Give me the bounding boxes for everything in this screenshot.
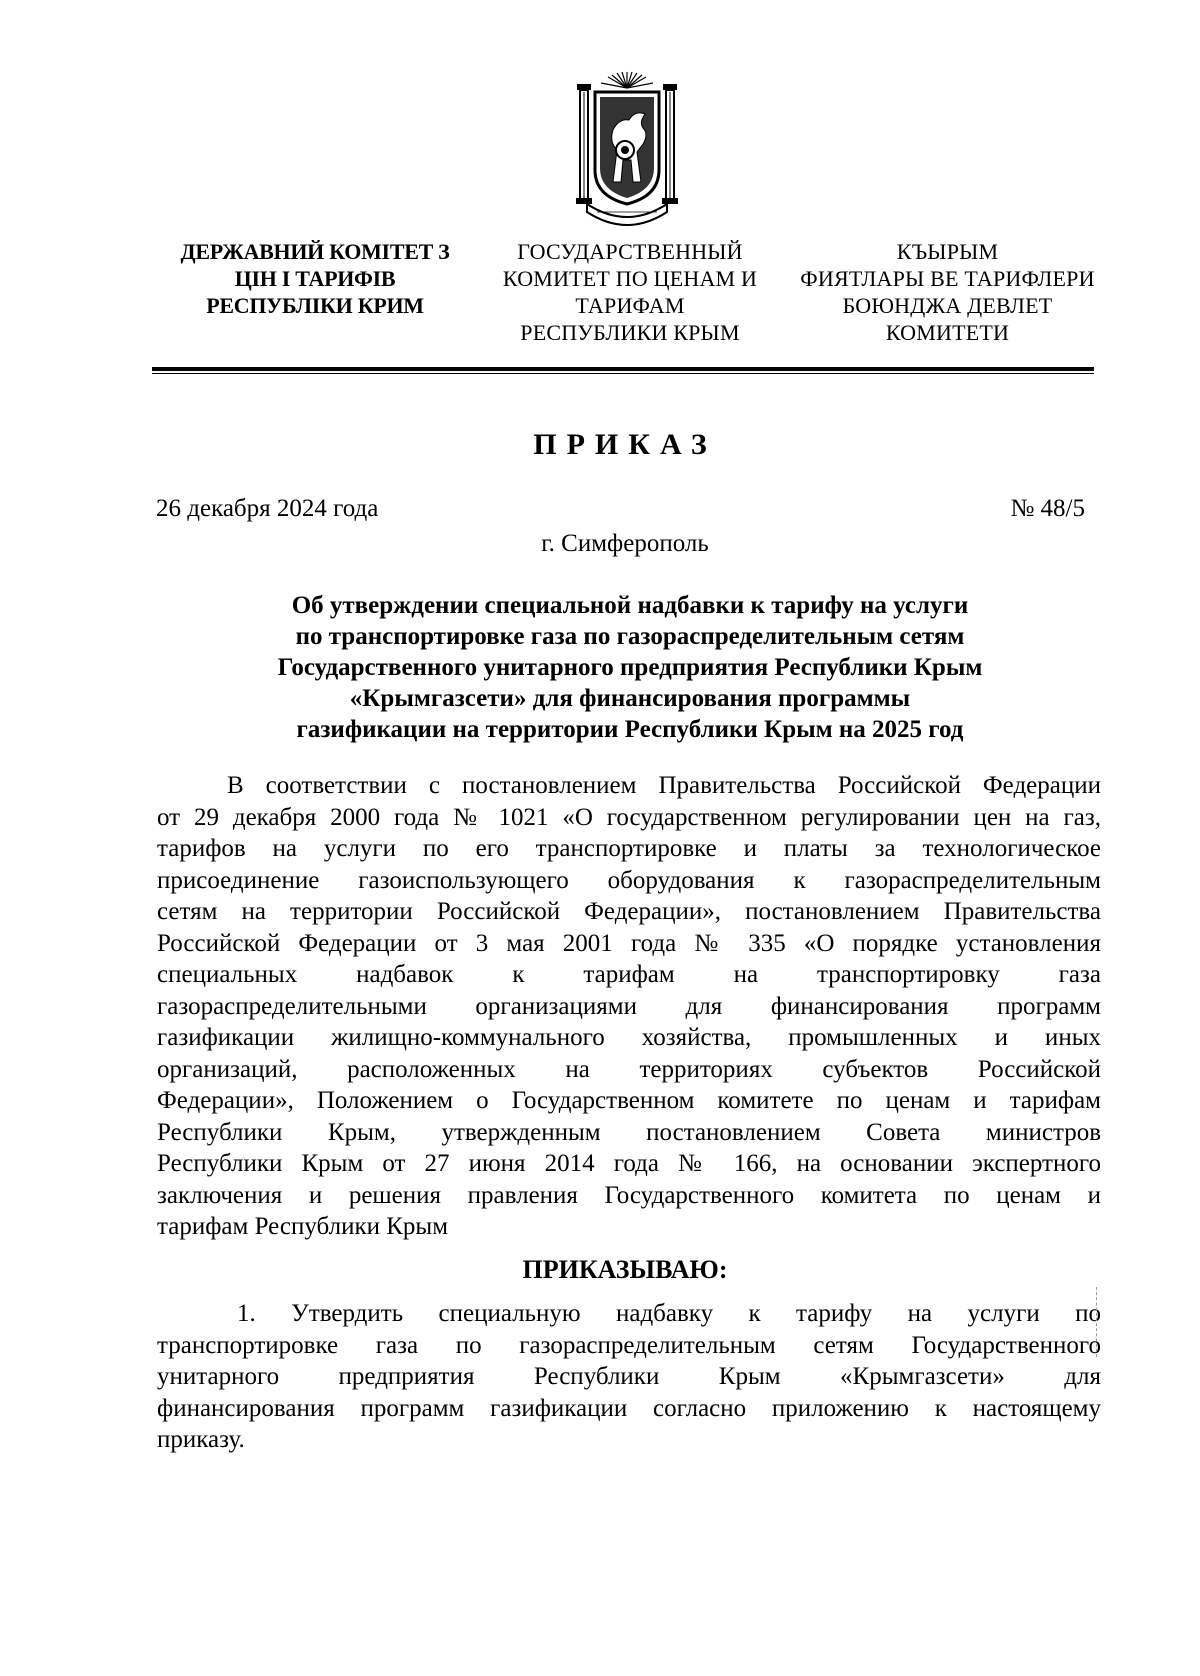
scan-artifact-line — [1096, 1287, 1098, 1357]
header-ukrainian — [170, 238, 460, 319]
preamble-line: Республики Крым, утвержденным постановлением Совета министров — [157, 1118, 1101, 1146]
coat-of-arms-icon — [573, 70, 681, 228]
item-line: транспортировке газа по газораспределительным сетям Государственного — [157, 1331, 1101, 1359]
subject-line: по транспортировке газа по газораспределительным сетям — [295, 623, 965, 650]
header-line: БОЮНДЖА ДЕВЛЕТ — [842, 293, 1053, 318]
header-russian — [485, 238, 775, 346]
preamble-paragraph — [157, 770, 1101, 1243]
document-date: 26 декабря 2024 года — [156, 495, 379, 522]
preamble-line: Республики Крым от 27 июня 2014 года № 166, на основании экспертного — [157, 1150, 1101, 1177]
header-divider — [152, 367, 1094, 371]
header-line: РЕСПУБЛІКИ КРИМ — [206, 293, 424, 318]
header-line: КЪЫРЫМ — [896, 239, 999, 264]
preamble-line: В соответствии с постановлением Правительства Российской Федерации — [227, 772, 1101, 799]
document-city: г. Симферополь — [541, 530, 709, 557]
preamble-line: присоединение газоиспользующего оборудования к газораспределительным — [157, 866, 1101, 894]
item-line: унитарного предприятия Республики Крым «Крымгазсети» для — [157, 1363, 1101, 1390]
header-line: РЕСПУБЛИКИ КРЫМ — [520, 320, 740, 345]
preamble-line: Российской Федерации от 3 мая 2001 года № 335 «О порядке установления — [157, 929, 1101, 957]
subject-line: Об утверждении специальной надбавки к тарифу на услуги — [291, 592, 969, 619]
preamble-line: Федерации», Положением о Государственном комитете по ценам и тарифам — [157, 1087, 1101, 1114]
header-crimean-tatar — [800, 238, 1095, 346]
subject-line: газификации на территории Республики Крым на 2025 год — [296, 716, 964, 743]
preamble-line: газификации жилищно-коммунального хозяйства, промышленных и иных — [157, 1024, 1101, 1051]
preamble-line: от 29 декабря 2000 года № 1021 «О государственном регулировании цен на газ, — [157, 803, 1101, 831]
header-line: КОМИТЕТИ — [885, 320, 1010, 345]
preamble-line: тарифам Республики Крым — [157, 1213, 449, 1240]
document-subject — [160, 590, 1100, 745]
item-line: приказу. — [157, 1426, 245, 1453]
header-line: ФИЯТЛАРЫ ВЕ ТАРИФЛЕРИ — [800, 266, 1095, 291]
subject-line: Государственного унитарного предприятия Республики Крым — [277, 654, 983, 681]
header-line: ТАРИФАМ — [575, 293, 685, 318]
item-line: 1. Утвердить специальную надбавку к тарифу на услуги по — [237, 1300, 1101, 1327]
preamble-line: заключения и решения правления Государственного комитета по ценам и — [157, 1181, 1101, 1209]
order-heading: ПРИКАЗЫВАЮ: — [522, 1255, 728, 1284]
document-title: ПРИКАЗ — [533, 428, 717, 461]
preamble-line: организаций, расположенных на территориях субъектов Российской — [157, 1055, 1101, 1083]
preamble-line: специальных надбавок к тарифам на транспортировку газа — [157, 961, 1101, 988]
preamble-line: сетям на территории Российской Федерации», постановлением Правительства — [157, 898, 1101, 925]
header-line: ДЕРЖАВНИЙ КОМІТЕТ З — [180, 239, 450, 264]
preamble-line: тарифов на услуги по его транспортировке и платы за технологическое — [157, 835, 1101, 862]
preamble-line: газораспределительными организациями для финансирования программ — [157, 992, 1101, 1020]
header-line: КОМИТЕТ ПО ЦЕНАМ И — [502, 266, 758, 291]
subject-line: «Крымгазсети» для финансирования программы — [349, 685, 911, 712]
header-line: ЦІН І ТАРИФІВ — [234, 266, 396, 291]
header-line: ГОСУДАРСТВЕННЫЙ — [517, 239, 743, 264]
document-number: № 48/5 — [1010, 495, 1085, 522]
header-divider-thin — [152, 373, 1094, 374]
item-line: финансирования программ газификации согласно приложению к настоящему — [157, 1394, 1101, 1422]
order-item-1 — [157, 1298, 1101, 1456]
